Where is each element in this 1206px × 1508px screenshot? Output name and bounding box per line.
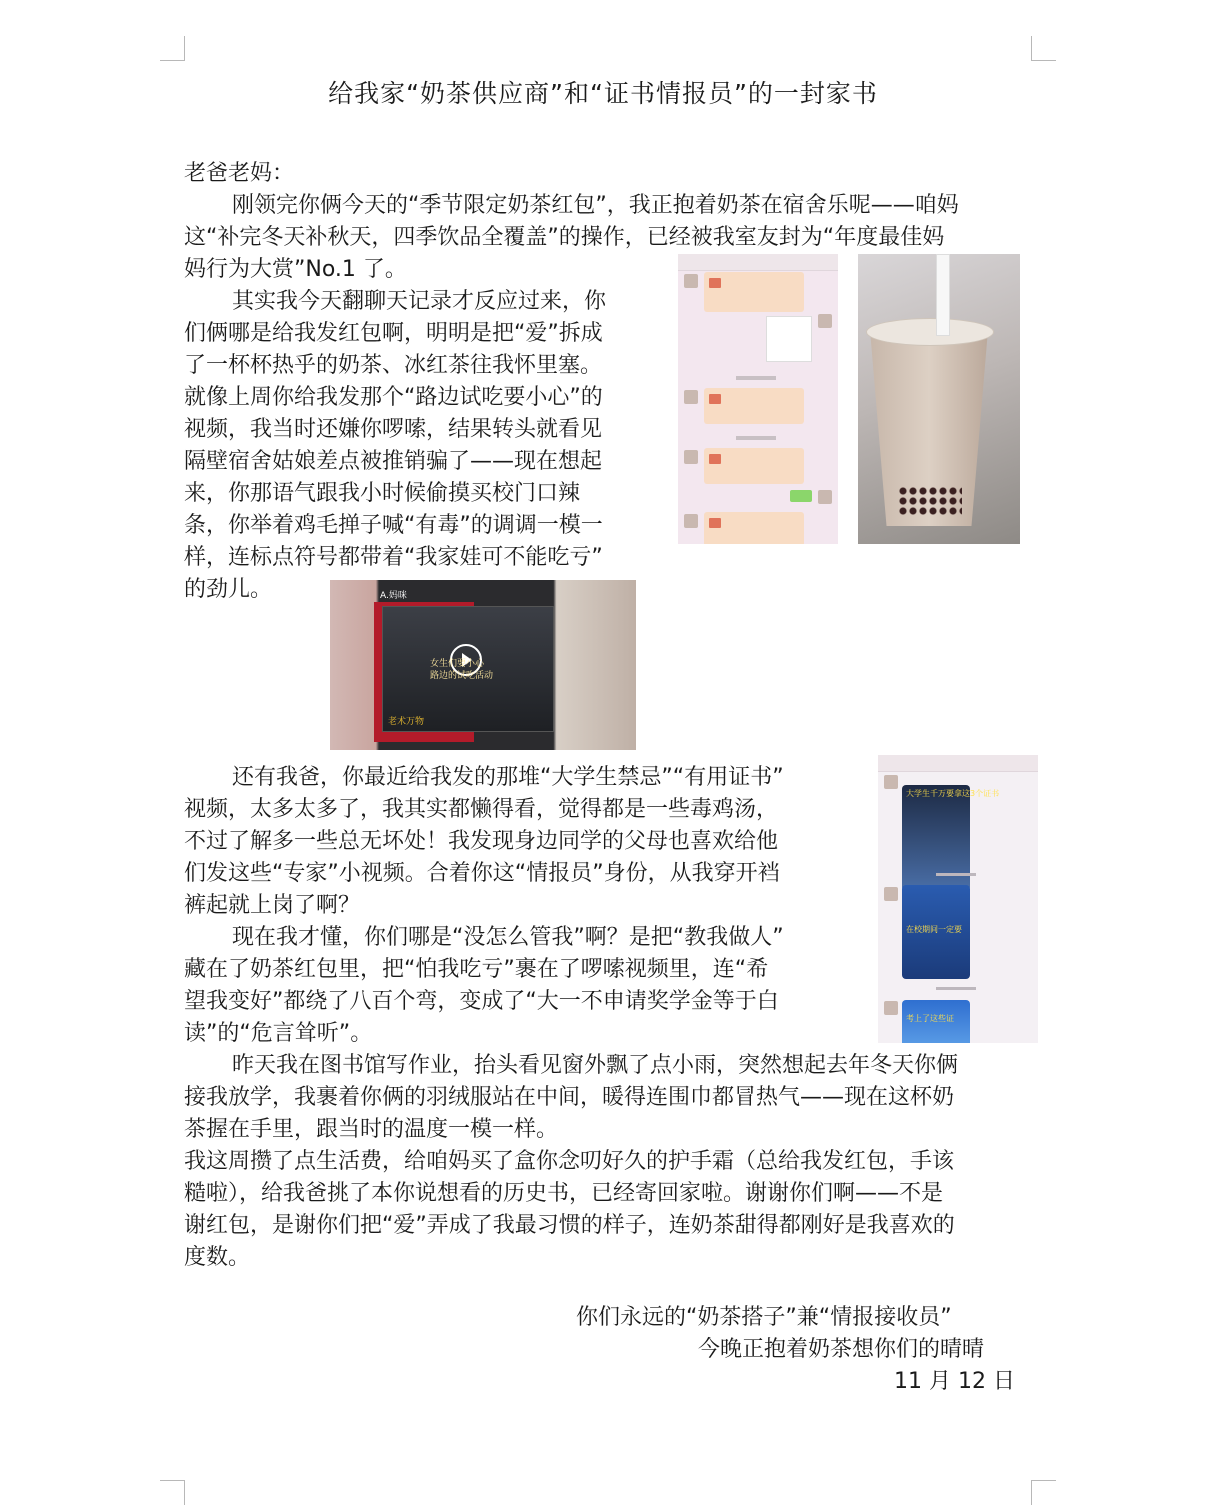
timestamp xyxy=(736,436,776,440)
sticker-image xyxy=(766,316,812,362)
paragraph-line: 妈行为大赏”No.1 了。 xyxy=(184,257,407,282)
paragraph-line: 来，你那语气跟我小时候偷摸买校门口辣 xyxy=(184,481,581,506)
paragraph-line: 就像上周你给我发那个“路边试吃要小心”的 xyxy=(184,385,603,410)
paragraph-line: 望我变好”都绕了八百个弯，变成了“大一不申请奖学金等于白 xyxy=(184,989,779,1014)
avatar xyxy=(818,314,832,328)
avatar xyxy=(684,450,698,464)
red-packet-bubble xyxy=(704,272,804,312)
signature-date: 11 月 12 日 xyxy=(894,1369,1015,1394)
crop-mark-bottom-left xyxy=(160,1480,185,1505)
paragraph-line: 了一杯杯热乎的奶茶、冰红茶往我怀里塞。 xyxy=(184,353,603,378)
chat-header-bar xyxy=(678,254,838,271)
paragraph-line: 茶握在手里，跟当时的温度一模一样。 xyxy=(184,1117,559,1142)
avatar xyxy=(884,1001,898,1015)
chat-screenshot-image xyxy=(678,254,838,544)
video-chat-screenshot xyxy=(330,580,636,750)
paragraph-line: 读”的“危言耸听”。 xyxy=(184,1021,373,1046)
crop-mark-top-right xyxy=(1031,36,1056,61)
signature-line-2: 今晚正抱着奶茶想你们的晴晴 xyxy=(698,1337,985,1362)
video-brand: 老术万物 xyxy=(388,717,425,727)
video-card-text: 考上了这些证 xyxy=(906,1014,954,1023)
chat-contact-name: A.妈咪 xyxy=(380,591,407,601)
timestamp xyxy=(936,873,976,876)
timestamp xyxy=(736,376,776,380)
paragraph-line: 隔壁宿舍姑娘差点被推销骗了——现在想起 xyxy=(184,449,603,474)
avatar xyxy=(684,514,698,528)
timestamp xyxy=(936,987,976,990)
chat-header-bar xyxy=(878,755,1038,772)
paragraph-line: 还有我爸，你最近给我发的那堆“大学生禁忌”“有用证书” xyxy=(232,765,784,790)
video-chat-screenshot-2 xyxy=(878,755,1038,1043)
avatar xyxy=(884,775,898,789)
paragraph-line: 这“补完冬天补秋天，四季饮品全覆盖”的操作，已经被我室友封为“年度最佳妈 xyxy=(184,225,945,250)
avatar xyxy=(884,887,898,901)
crop-mark-bottom-right xyxy=(1031,1480,1056,1505)
paragraph-line: 糙啦），给我爸挑了本你说想看的历史书，已经寄回家啦。谢谢你们啊——不是 xyxy=(184,1181,944,1206)
document-title: 给我家“奶茶供应商”和“证书情报员”的一封家书 xyxy=(328,79,878,108)
paragraph-line: 视频，太多太多了，我其实都懒得看，觉得都是一些毒鸡汤， xyxy=(184,797,779,822)
paragraph-line: 样，连标点符号都带着“我家娃可不能吃亏” xyxy=(184,545,603,570)
paragraph-line: 的劲儿。 xyxy=(184,577,273,602)
paragraph-line: 视频，我当时还嫌你啰嗦，结果转头就看见 xyxy=(184,417,603,442)
avatar xyxy=(818,490,832,504)
video-caption-line: 路边的试吃活动 xyxy=(430,671,494,681)
paragraph-line: 不过了解多一些总无坏处！我发现身边同学的父母也喜欢给他 xyxy=(184,829,779,854)
video-card-text: 在校期间一定要 xyxy=(906,925,962,934)
greeting: 老爸老妈： xyxy=(184,161,295,186)
paragraph-line: 接我放学，我裹着你俩的羽绒服站在中间，暖得连围巾都冒热气——现在这杯奶 xyxy=(184,1085,955,1110)
video-card-text: 大学生千万要拿这3个证书 xyxy=(906,789,1000,798)
milk-tea-photo xyxy=(858,254,1020,544)
paragraph-line: 谢红包，是谢你们把“爱”弄成了我最习惯的样子，连奶茶甜得都刚好是我喜欢的 xyxy=(184,1213,955,1238)
paragraph-line: 们俩哪是给我发红包啊，明明是把“爱”拆成 xyxy=(184,321,603,346)
paragraph-line: 现在我才懂，你们哪是“没怎么管我”啊？是把“教我做人” xyxy=(232,925,784,950)
paragraph-line: 们发这些“专家”小视频。合着你这“情报员”身份，从我穿开裆 xyxy=(184,861,780,886)
avatar xyxy=(684,390,698,404)
paragraph-line: 藏在了奶茶红包里，把“怕我吃亏”裹在了啰嗦视频里，连“希 xyxy=(184,957,769,982)
signature-line-1: 你们永远的“奶茶搭子”兼“情报接收员” xyxy=(576,1305,952,1330)
paragraph-line: 我这周攒了点生活费，给咱妈买了盒你念叨好久的护手霜（总给我发红包，手该 xyxy=(184,1149,955,1174)
video-card xyxy=(902,885,970,979)
paragraph-line: 刚领完你俩今天的“季节限定奶茶红包”，我正抱着奶茶在宿舍乐呢——咱妈 xyxy=(232,193,959,218)
paragraph-line: 裤起就上岗了啊？ xyxy=(184,893,361,918)
straw xyxy=(936,254,950,336)
cup-lid xyxy=(866,318,994,346)
red-packet-bubble xyxy=(704,512,804,544)
avatar xyxy=(684,274,698,288)
paragraph-line: 昨天我在图书馆写作业，抬头看见窗外飘了点小雨，突然想起去年冬天你俩 xyxy=(232,1053,959,1078)
video-caption xyxy=(430,658,493,682)
tapioca-pearls xyxy=(898,486,962,516)
message-bubble xyxy=(790,490,812,502)
paragraph-line: 其实我今天翻聊天记录才反应过来，你 xyxy=(232,289,607,314)
paragraph-line: 条，你举着鸡毛掸子喊“有毒”的调调一模一 xyxy=(184,513,603,538)
paragraph-line: 度数。 xyxy=(184,1245,251,1270)
video-card xyxy=(902,1000,970,1043)
video-caption-line: 女生们要小心 xyxy=(430,659,485,669)
red-packet-bubble xyxy=(704,448,804,484)
crop-mark-top-left xyxy=(160,36,185,61)
red-packet-bubble xyxy=(704,388,804,424)
